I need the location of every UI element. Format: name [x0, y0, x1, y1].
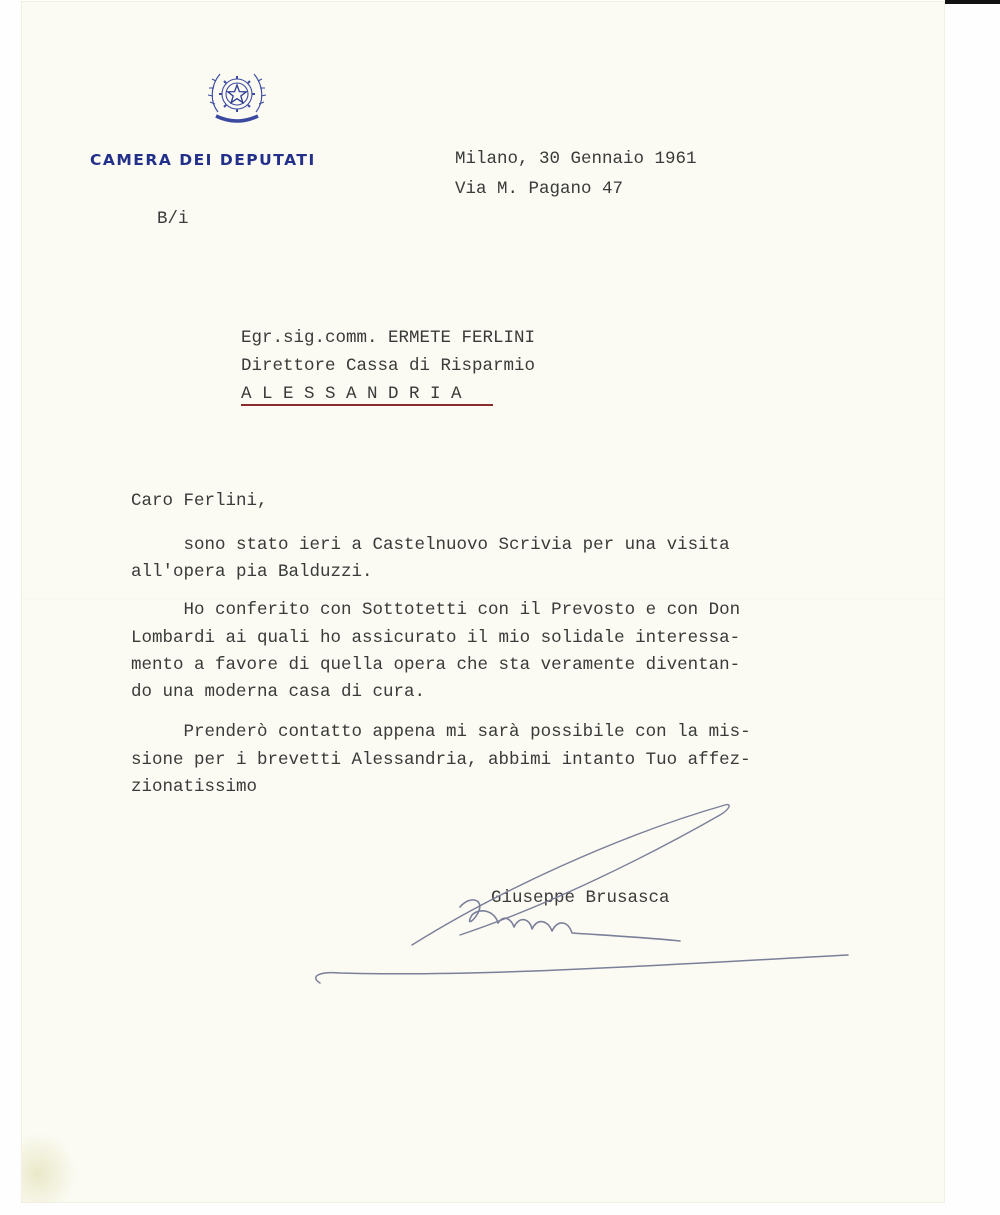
salutation: Caro Ferlini, — [131, 491, 268, 511]
place-date: Milano, 30 Gennaio 1961 — [455, 149, 697, 169]
organization-name: CAMERA DEI DEPUTATI — [90, 151, 316, 169]
sender-address: Via M. Pagano 47 — [455, 179, 624, 199]
city-underline — [241, 404, 493, 406]
body-line: mento a favore di quella opera che sta veramente diventan- — [131, 655, 741, 675]
body-line: Ho conferito con Sottotetti con il Prevosto e con Don — [131, 600, 741, 620]
reference-code: B/i — [157, 209, 189, 229]
body-line: sono stato ieri a Castelnuovo Scrivia per una visita — [131, 535, 730, 555]
italian-republic-emblem-icon — [206, 64, 268, 134]
body-line: Lombardi ai quali ho assicurato il mio solidale interessa- — [131, 628, 741, 648]
recipient-name: Egr.sig.comm. ERMETE FERLINI — [241, 328, 536, 348]
recipient-role: Direttore Cassa di Risparmio — [241, 356, 536, 376]
body-line: do una moderna casa di cura. — [131, 682, 426, 702]
body-line: sione per i brevetti Alessandria, abbimi intanto Tuo affez- — [131, 750, 751, 770]
recipient-city: A L E S S A N D R I A — [241, 384, 462, 404]
paper-stain — [22, 1132, 77, 1202]
body-line: Prenderò contatto appena mi sarà possibile con la mis- — [131, 722, 751, 742]
handwritten-signature-icon — [300, 795, 860, 1005]
scan-edge-mark — [945, 0, 1000, 4]
body-line: zionatissimo — [131, 777, 258, 797]
body-line: all'opera pia Balduzzi. — [131, 562, 373, 582]
signer-name: Giuseppe Brusasca — [491, 888, 670, 908]
